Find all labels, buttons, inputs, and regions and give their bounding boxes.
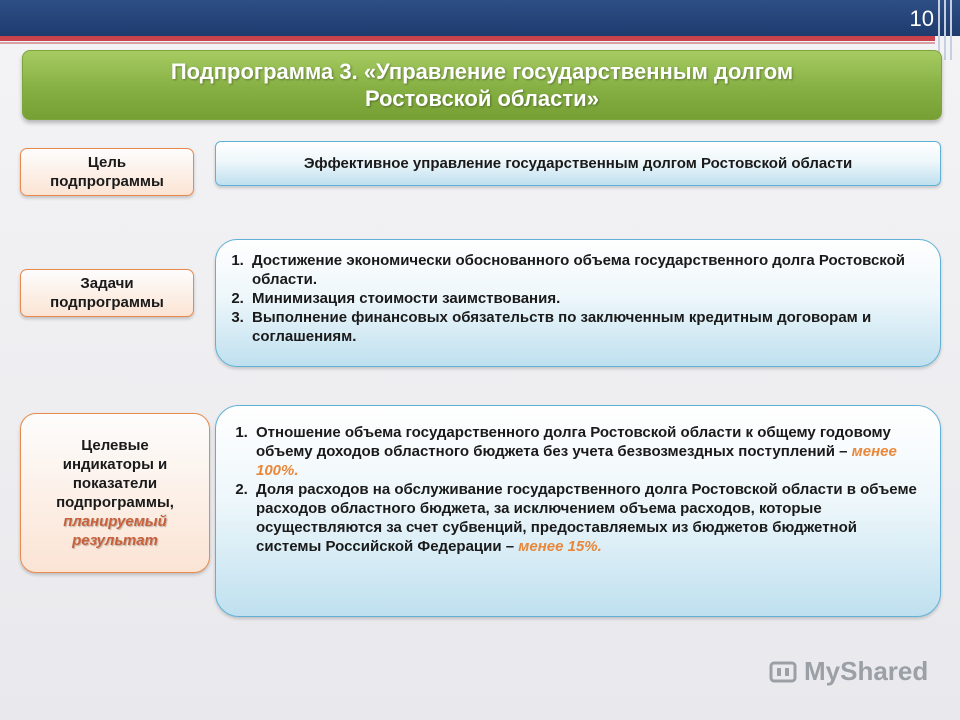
page-number: 10 [909, 6, 934, 31]
myshared-logo-icon [768, 657, 798, 687]
top-bar [0, 0, 960, 36]
indicators-label-line: Целевые [81, 437, 149, 454]
indicators-label-line: подпрограммы, [56, 494, 174, 511]
goal-content [215, 141, 941, 186]
decor-line [944, 0, 946, 60]
indicators-content [215, 405, 941, 617]
goal-label-line: Цель [87, 154, 127, 171]
tasks-list [216, 251, 926, 346]
indicators-label [20, 413, 210, 573]
slide-title [22, 50, 942, 120]
indicator-value: менее 100%. [256, 443, 897, 479]
tasks-label-line: Задачи [80, 275, 134, 292]
decor-line [950, 0, 952, 60]
watermark-text: MyShared [804, 656, 929, 686]
title-line-1: Подпрограмма 3. «Управление государственным долгом [170, 59, 794, 84]
indicators-label-line: показатели [72, 475, 158, 492]
list-item [252, 423, 924, 480]
tasks-label [20, 269, 194, 317]
goal-label [20, 148, 194, 196]
list-item: 1. Достижение экономически обоснованного объема государственного долга Ростовской области. [248, 251, 926, 289]
indicators-label-line: индикаторы и [62, 456, 168, 473]
tasks-content [215, 239, 941, 367]
indicators-list [220, 423, 924, 556]
planned-result-label: планируемый [63, 513, 167, 530]
indicator-text: Отношение объема государственного долга Ростовской области к общему годовому объему доходов областного бюджета без учета безвозмездных поступлений – [256, 424, 891, 460]
tasks-label-line: подпрограммы [50, 294, 164, 311]
top-red-line [0, 36, 935, 41]
title-line-2: Ростовской области» [365, 86, 599, 111]
goal-label-line: подпрограммы [50, 173, 164, 190]
goal-text: Эффективное управление государственным долгом Ростовской области [303, 155, 853, 172]
list-item [252, 480, 924, 556]
planned-result-label: результат [72, 532, 158, 549]
top-red-line-thin [0, 42, 935, 44]
indicator-text: Доля расходов на обслуживание государственного долга Ростовской области в объеме расходов областного бюджета, за исключением объема расходов, которые осуществляются за счет субвенций, предоставляемых из бюджетов бюджетной системы Российской Федерации – [256, 481, 917, 555]
watermark [768, 656, 928, 687]
list-item: 2. Минимизация стоимости заимствования. [248, 289, 926, 308]
list-item: 3. Выполнение финансовых обязательств по заключенным кредитным договорам и соглашениям. [248, 308, 926, 346]
indicator-value: менее 15%. [518, 538, 602, 555]
